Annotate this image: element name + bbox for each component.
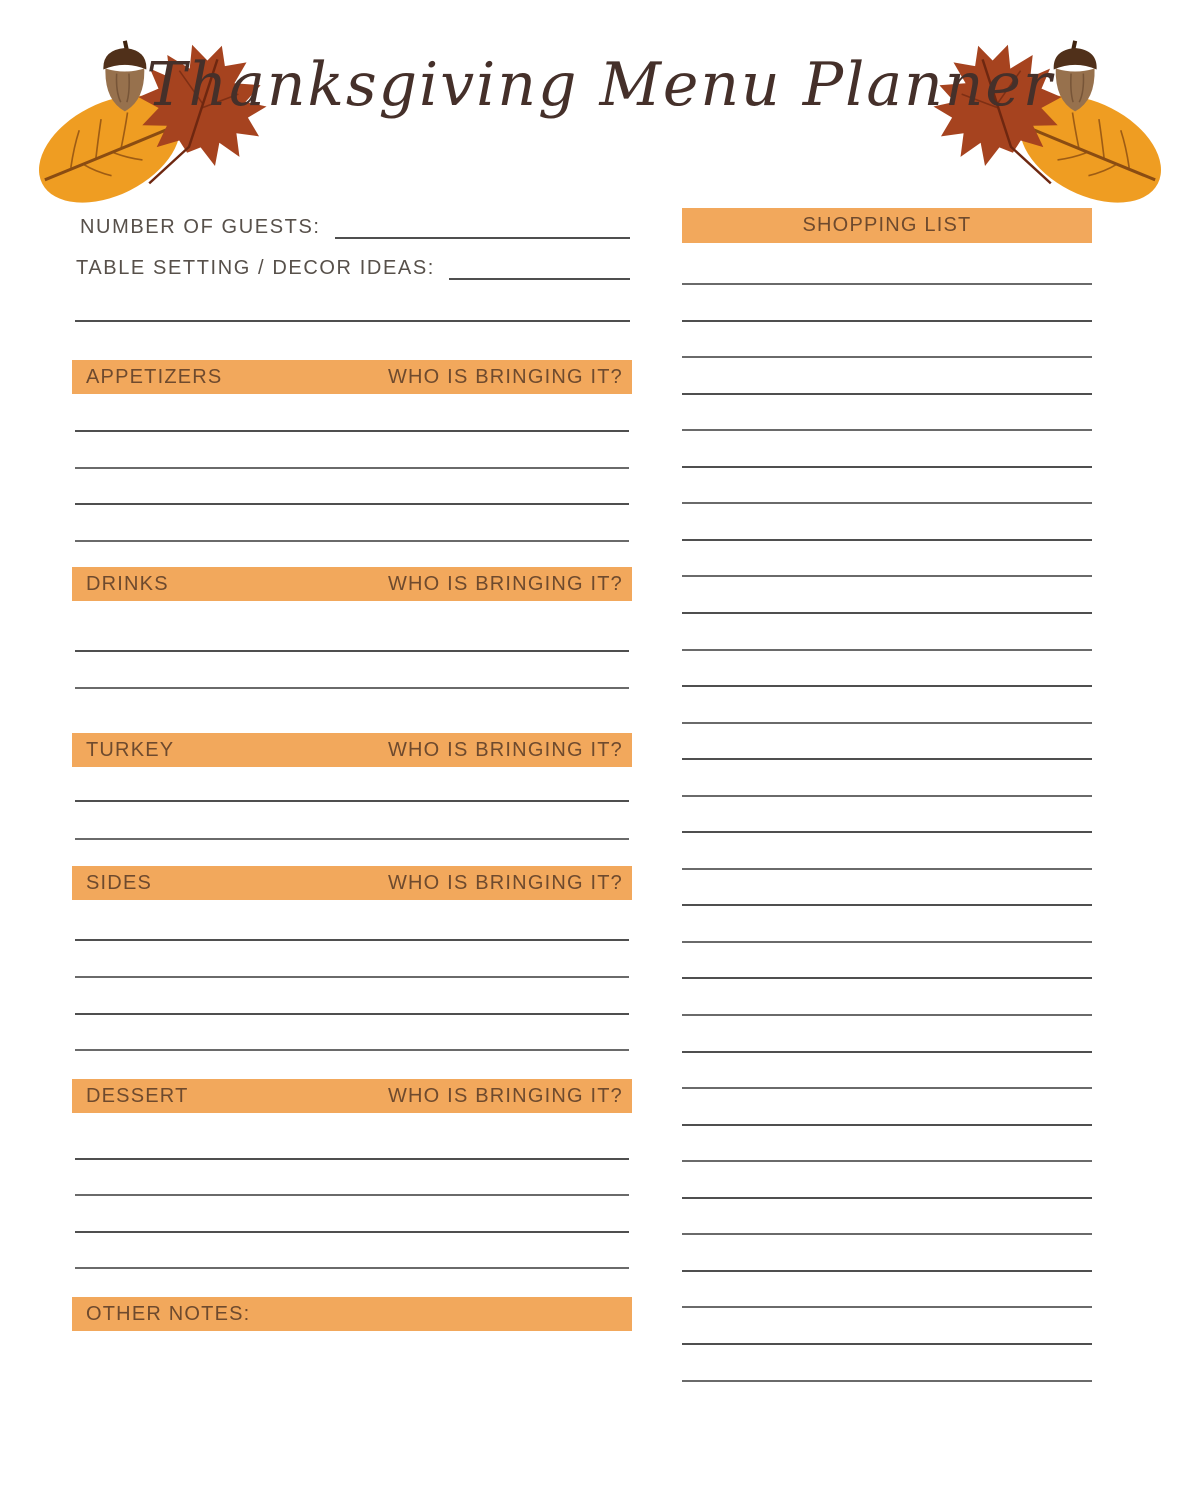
blank-writing-line <box>75 1013 629 1015</box>
shopping-list-blank-line <box>682 320 1092 322</box>
blank-writing-line <box>75 976 629 978</box>
section-title: DRINKS <box>86 572 169 595</box>
section-header-bar <box>72 1297 632 1331</box>
section-title: OTHER NOTES: <box>86 1302 251 1325</box>
blank-writing-line <box>75 1231 629 1233</box>
shopping-list-blank-line <box>682 1124 1092 1126</box>
shopping-list-blank-line <box>682 393 1092 395</box>
shopping-list-blank-line <box>682 1197 1092 1199</box>
section-title: DESSERT <box>86 1084 189 1107</box>
who-is-bringing-label: WHO IS BRINGING IT? <box>387 572 623 595</box>
blank-writing-line <box>75 939 629 941</box>
shopping-list-title: SHOPPING LIST <box>802 214 972 236</box>
blank-writing-line <box>75 430 629 432</box>
shopping-list-blank-line <box>682 831 1092 833</box>
shopping-list-blank-line <box>682 356 1092 358</box>
section-title: APPETIZERS <box>86 365 223 388</box>
blank-writing-line <box>75 1194 629 1196</box>
blank-writing-line <box>75 1267 629 1269</box>
blank-writing-line <box>75 1049 629 1051</box>
shopping-list-blank-line <box>682 795 1092 797</box>
who-is-bringing-label: WHO IS BRINGING IT? <box>387 365 623 388</box>
blank-writing-line <box>75 467 629 469</box>
shopping-list-blank-line <box>682 502 1092 504</box>
blank-writing-line <box>75 650 629 652</box>
shopping-list-blank-line <box>682 1233 1092 1235</box>
blank-writing-line <box>75 800 629 802</box>
shopping-list-column <box>682 0 1092 1500</box>
shopping-list-blank-line <box>682 1087 1092 1089</box>
shopping-list-blank-line <box>682 758 1092 760</box>
shopping-list-blank-line <box>682 868 1092 870</box>
shopping-list-blank-line <box>682 685 1092 687</box>
section-header-bar <box>72 360 632 394</box>
blank-writing-line <box>75 687 629 689</box>
shopping-list-blank-line <box>682 612 1092 614</box>
shopping-list-blank-line <box>682 1051 1092 1053</box>
shopping-list-blank-line <box>682 1160 1092 1162</box>
number-of-guests-label: NUMBER OF GUESTS: <box>80 216 321 238</box>
shopping-list-blank-line <box>682 429 1092 431</box>
shopping-list-blank-line <box>682 904 1092 906</box>
blank-writing-line <box>75 1158 629 1160</box>
shopping-list-header-bar <box>682 208 1092 243</box>
section-title: SIDES <box>86 871 153 894</box>
section-header-bar <box>72 567 632 601</box>
shopping-list-blank-line <box>682 1014 1092 1016</box>
section-header-bar <box>72 1079 632 1113</box>
shopping-list-blank-line <box>682 466 1092 468</box>
shopping-list-blank-line <box>682 977 1092 979</box>
table-setting-decor-label: TABLE SETTING / DECOR IDEAS: <box>76 257 435 279</box>
shopping-list-blank-line <box>682 283 1092 285</box>
shopping-list-blank-line <box>682 1306 1092 1308</box>
shopping-list-blank-line <box>682 1343 1092 1345</box>
blank-writing-line <box>75 838 629 840</box>
who-is-bringing-label: WHO IS BRINGING IT? <box>387 871 623 894</box>
shopping-list-blank-line <box>682 722 1092 724</box>
shopping-list-blank-line <box>682 575 1092 577</box>
blank-writing-line <box>75 503 629 505</box>
section-header-bar <box>72 866 632 900</box>
who-is-bringing-label: WHO IS BRINGING IT? <box>387 738 623 761</box>
section-header-bar <box>72 733 632 767</box>
shopping-list-blank-line <box>682 649 1092 651</box>
who-is-bringing-label: WHO IS BRINGING IT? <box>387 1084 623 1107</box>
shopping-list-blank-line <box>682 1270 1092 1272</box>
shopping-list-blank-line <box>682 941 1092 943</box>
section-title: TURKEY <box>86 738 175 761</box>
page-title: Thanksgiving Menu Planner <box>146 50 1054 120</box>
shopping-list-blank-line <box>682 1380 1092 1382</box>
blank-writing-line <box>75 540 629 542</box>
menu-sections-column <box>72 0 632 1500</box>
shopping-list-blank-line <box>682 539 1092 541</box>
